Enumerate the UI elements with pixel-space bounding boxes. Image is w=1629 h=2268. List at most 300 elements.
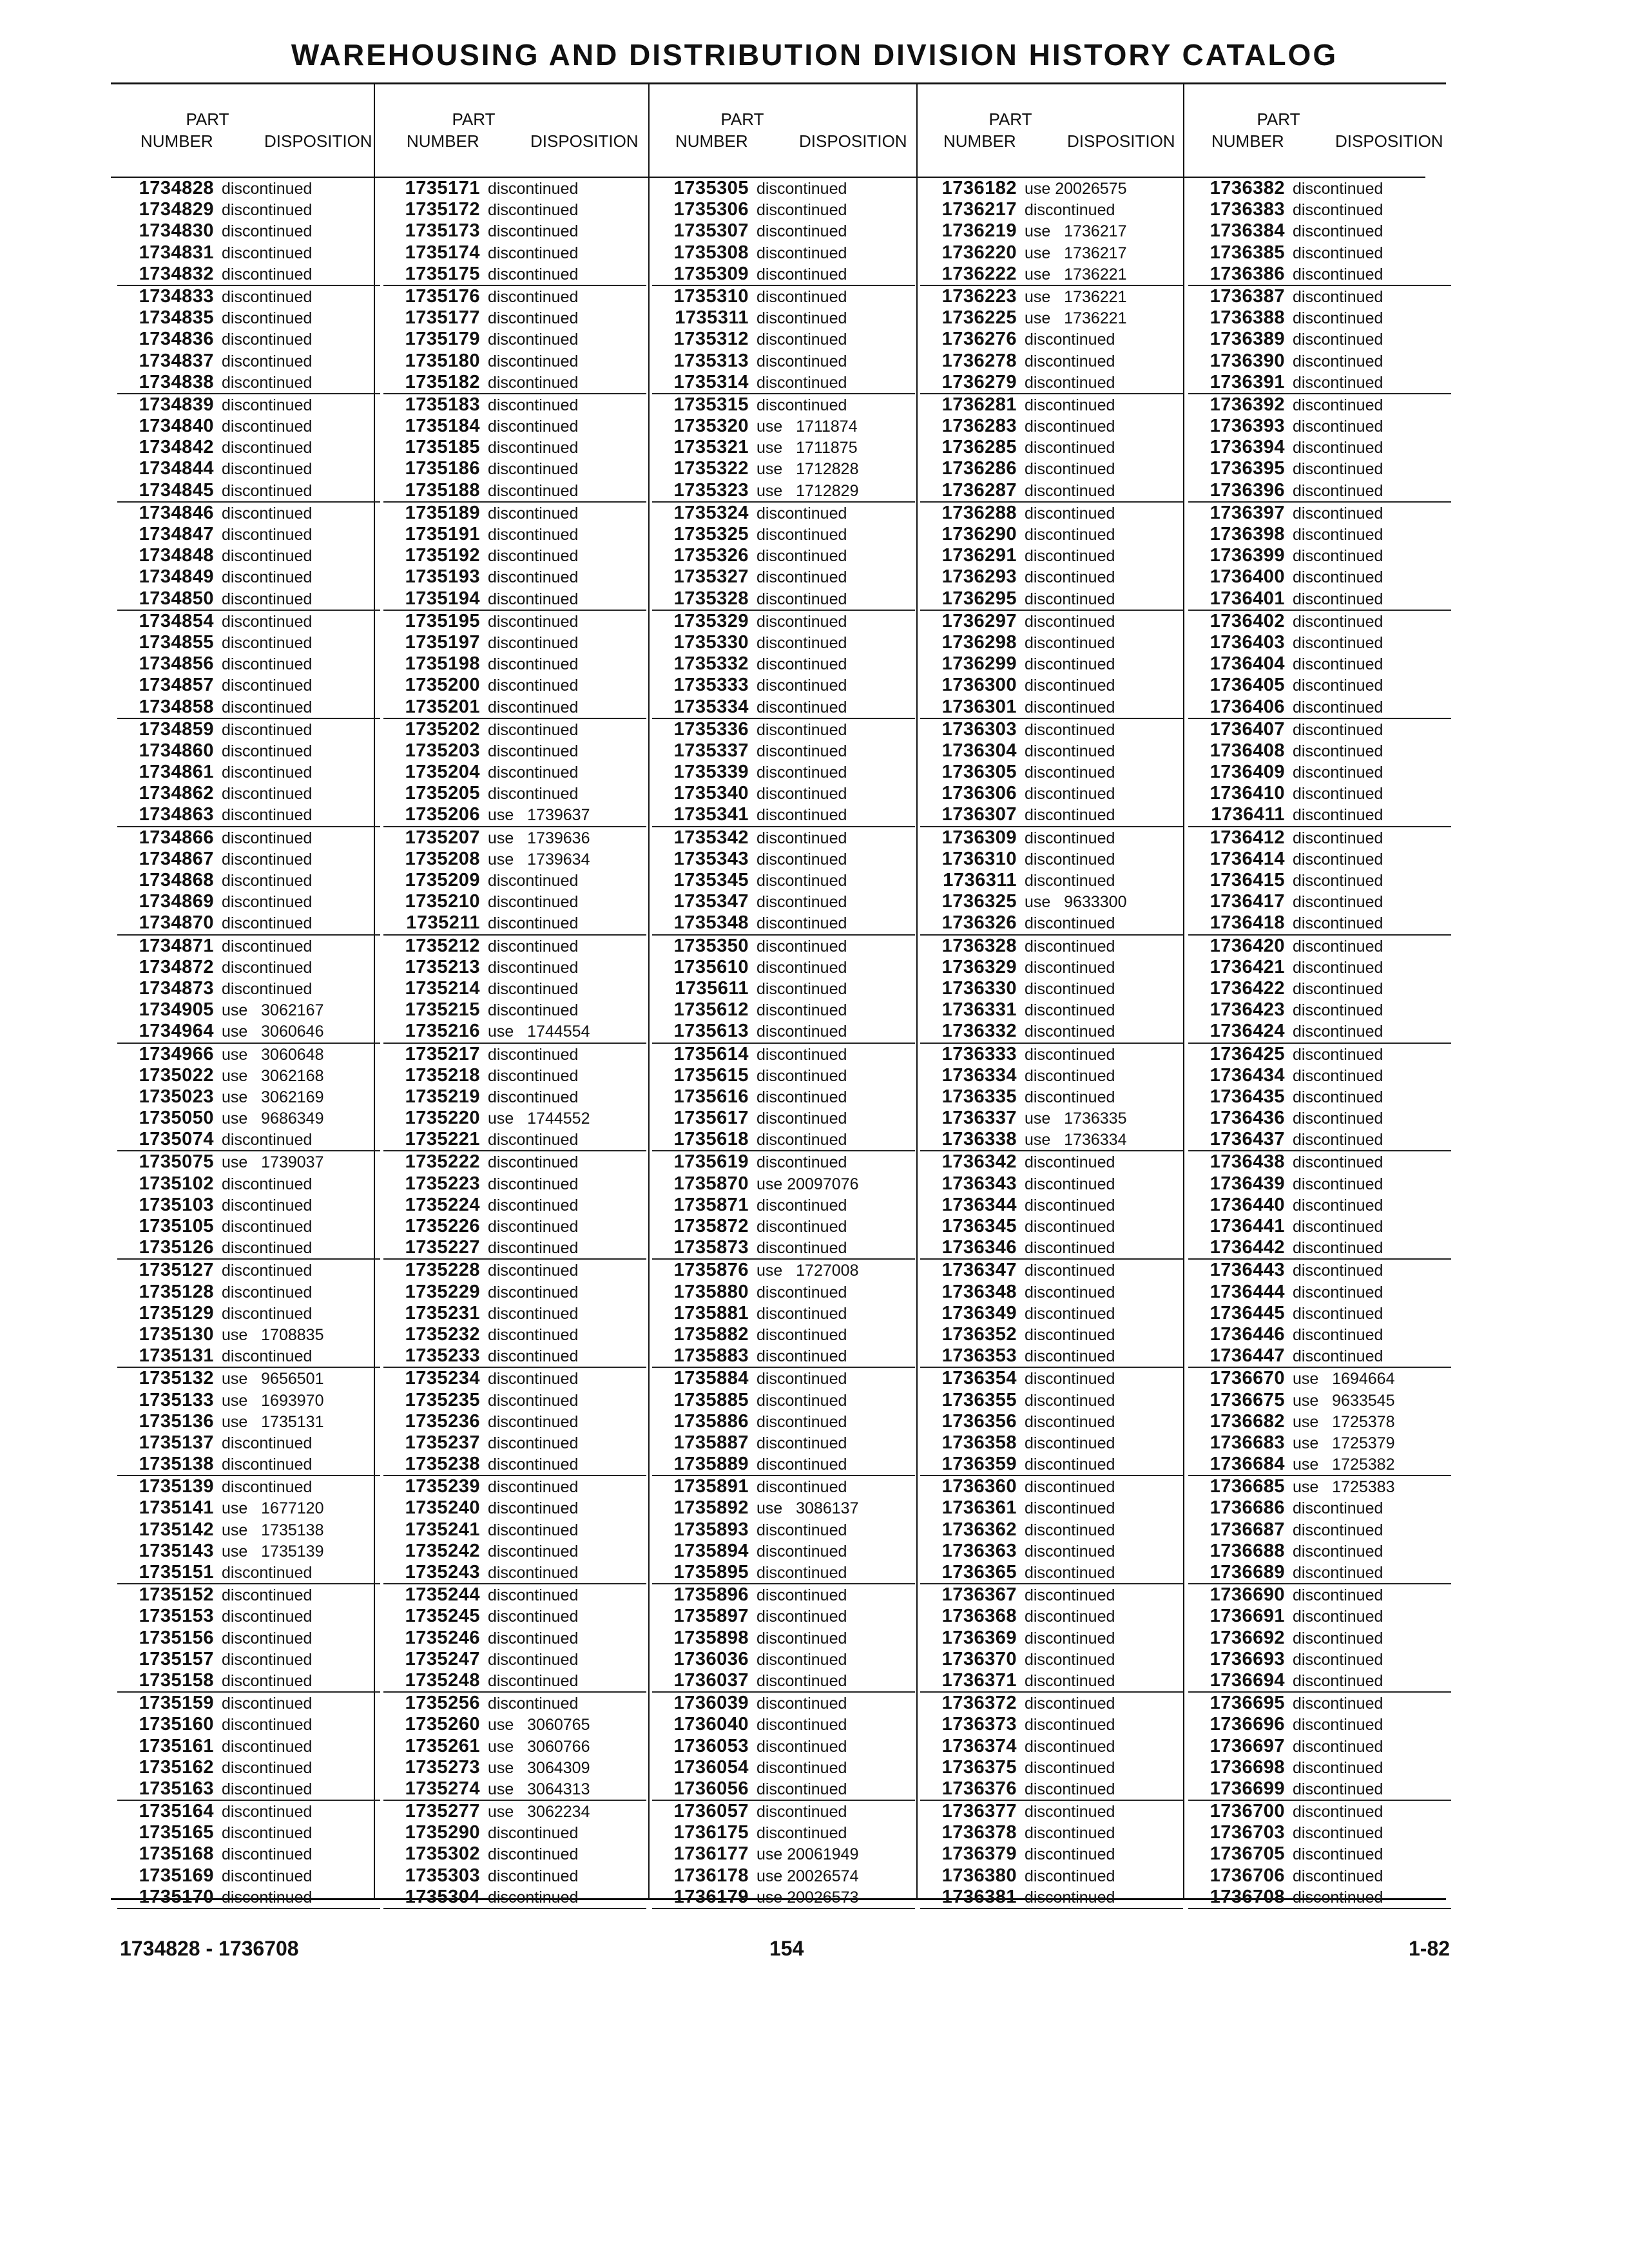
disposition: discontinued bbox=[1025, 1370, 1115, 1389]
part-number: 1735237 bbox=[405, 1432, 480, 1453]
disposition: discontinued bbox=[757, 958, 847, 977]
catalog-row bbox=[652, 783, 915, 804]
part-number: 1736053 bbox=[673, 1735, 749, 1756]
part-number: 1736037 bbox=[673, 1669, 749, 1691]
part-number: 1735143 bbox=[139, 1540, 214, 1561]
disposition: use 9633300 bbox=[1025, 893, 1127, 912]
disposition: discontinued bbox=[757, 698, 847, 716]
disposition: use 1727008 bbox=[757, 1262, 859, 1280]
part-number: 1735205 bbox=[405, 783, 480, 804]
catalog-row bbox=[920, 199, 1183, 220]
catalog-row bbox=[652, 1411, 915, 1432]
catalog-row bbox=[1188, 1173, 1451, 1195]
part-number: 1735618 bbox=[673, 1129, 749, 1150]
part-number: 1735174 bbox=[405, 242, 480, 263]
part-number: 1735228 bbox=[405, 1260, 480, 1281]
part-number: 1734873 bbox=[139, 977, 214, 999]
header-disposition: DISPOSITION bbox=[530, 131, 639, 151]
disposition: discontinued bbox=[222, 1824, 313, 1843]
disposition: discontinued bbox=[1293, 1023, 1383, 1041]
catalog-row bbox=[652, 1065, 915, 1086]
part-number: 1736337 bbox=[941, 1108, 1017, 1129]
disposition: discontinued bbox=[1293, 1347, 1383, 1366]
catalog-row bbox=[1188, 1195, 1451, 1216]
part-number: 1735170 bbox=[139, 1886, 214, 1907]
part-number: 1735616 bbox=[673, 1086, 749, 1107]
disposition: discontinued bbox=[488, 785, 579, 803]
catalog-row bbox=[383, 1195, 646, 1216]
disposition: discontinued bbox=[757, 568, 847, 587]
catalog-row bbox=[652, 1390, 915, 1411]
catalog-row bbox=[920, 1390, 1183, 1411]
part-number: 1736354 bbox=[941, 1368, 1017, 1389]
part-number: 1735247 bbox=[405, 1648, 480, 1669]
catalog-row bbox=[117, 1865, 380, 1887]
part-number: 1736385 bbox=[1210, 242, 1285, 263]
catalog-row bbox=[1188, 804, 1451, 825]
disposition: discontinued bbox=[488, 1542, 579, 1561]
disposition: discontinued bbox=[1025, 1867, 1115, 1885]
part-number: 1735881 bbox=[673, 1302, 749, 1323]
catalog-row bbox=[383, 1606, 646, 1627]
part-number: 1736286 bbox=[941, 458, 1017, 479]
disposition: use 1708835 bbox=[222, 1325, 324, 1344]
entry-group bbox=[383, 1693, 646, 1801]
entry-group bbox=[383, 827, 646, 936]
part-number: 1734862 bbox=[139, 783, 214, 804]
catalog-row bbox=[383, 1021, 646, 1042]
part-number: 1735151 bbox=[139, 1562, 214, 1582]
catalog-row bbox=[117, 804, 380, 825]
disposition: discontinued bbox=[757, 612, 847, 631]
catalog-row bbox=[383, 1454, 646, 1475]
part-number: 1736422 bbox=[1210, 977, 1285, 999]
part-number: 1736295 bbox=[941, 588, 1017, 609]
catalog-row bbox=[920, 220, 1183, 242]
part-number: 1735611 bbox=[675, 977, 749, 999]
catalog-row bbox=[117, 1541, 380, 1562]
part-number: 1734850 bbox=[139, 588, 214, 609]
part-number: 1735336 bbox=[673, 718, 749, 740]
footer-page-number: 154 bbox=[769, 1937, 804, 1960]
catalog-row bbox=[1188, 437, 1451, 458]
disposition: use 20061949 bbox=[757, 1845, 859, 1864]
catalog-row bbox=[920, 394, 1183, 416]
catalog-row bbox=[383, 1324, 646, 1345]
part-number: 1736693 bbox=[1210, 1648, 1285, 1669]
part-number: 1735176 bbox=[405, 285, 480, 307]
disposition: discontinued bbox=[1293, 1780, 1383, 1798]
catalog-row bbox=[383, 1757, 646, 1778]
catalog-row bbox=[920, 1736, 1183, 1757]
part-number: 1736417 bbox=[1210, 891, 1285, 912]
disposition: discontinued bbox=[1025, 633, 1115, 652]
part-number: 1736373 bbox=[941, 1714, 1017, 1735]
catalog-row bbox=[1188, 307, 1451, 329]
disposition: discontinued bbox=[1025, 1803, 1115, 1821]
disposition: discontinued bbox=[488, 309, 579, 328]
entry-group bbox=[1188, 1693, 1451, 1801]
disposition: discontinued bbox=[1293, 1325, 1383, 1344]
part-number: 1735102 bbox=[139, 1173, 214, 1194]
part-number: 1735226 bbox=[405, 1216, 480, 1236]
disposition: discontinued bbox=[757, 1196, 847, 1215]
disposition: discontinued bbox=[488, 1586, 579, 1605]
entry-group bbox=[1188, 1151, 1451, 1260]
part-number: 1736288 bbox=[941, 502, 1017, 523]
part-number: 1736394 bbox=[1210, 437, 1285, 458]
disposition: discontinued bbox=[1293, 612, 1383, 631]
part-number: 1736398 bbox=[1210, 524, 1285, 544]
disposition: discontinued bbox=[1025, 1262, 1115, 1280]
part-number: 1735884 bbox=[673, 1368, 749, 1389]
part-number: 1736363 bbox=[941, 1540, 1017, 1561]
catalog-row bbox=[117, 588, 380, 610]
catalog-row bbox=[920, 1801, 1183, 1822]
catalog-row bbox=[920, 1303, 1183, 1324]
catalog-row bbox=[1188, 524, 1451, 545]
catalog-row bbox=[117, 1216, 380, 1237]
part-number: 1735330 bbox=[673, 631, 749, 653]
part-number: 1736054 bbox=[673, 1756, 749, 1778]
catalog-row bbox=[117, 1584, 380, 1606]
disposition: discontinued bbox=[757, 1391, 847, 1410]
disposition: discontinued bbox=[488, 1218, 579, 1236]
disposition: discontinued bbox=[757, 1716, 847, 1735]
part-number: 1735161 bbox=[139, 1735, 214, 1756]
part-number: 1734835 bbox=[139, 307, 214, 329]
part-number: 1736311 bbox=[943, 870, 1017, 890]
part-number: 1736706 bbox=[1210, 1865, 1285, 1886]
part-number: 1736401 bbox=[1210, 588, 1285, 609]
part-number: 1735340 bbox=[673, 783, 749, 804]
part-number: 1735231 bbox=[405, 1302, 480, 1323]
header-part: PART bbox=[1257, 110, 1300, 129]
part-number: 1736700 bbox=[1210, 1801, 1285, 1822]
disposition: discontinued bbox=[1293, 287, 1383, 306]
catalog-row bbox=[1188, 1757, 1451, 1778]
disposition: use 20026575 bbox=[1025, 180, 1127, 198]
disposition: discontinued bbox=[1025, 677, 1115, 695]
part-number: 1736686 bbox=[1210, 1497, 1285, 1519]
part-number: 1735872 bbox=[673, 1216, 749, 1236]
part-number: 1734845 bbox=[139, 479, 214, 501]
entry-group bbox=[1188, 1260, 1451, 1368]
catalog-row bbox=[1188, 220, 1451, 242]
header-disposition: DISPOSITION bbox=[799, 131, 907, 151]
catalog-row bbox=[1188, 1324, 1451, 1345]
part-number: 1736405 bbox=[1210, 675, 1285, 696]
catalog-row bbox=[1188, 566, 1451, 588]
catalog-row bbox=[383, 458, 646, 479]
disposition: use 3064309 bbox=[488, 1758, 590, 1777]
part-number: 1735221 bbox=[405, 1129, 480, 1150]
catalog-row bbox=[1188, 912, 1451, 934]
part-number: 1735183 bbox=[405, 394, 480, 415]
disposition: discontinued bbox=[488, 1867, 579, 1885]
entry-group bbox=[920, 1260, 1183, 1368]
part-number: 1736691 bbox=[1210, 1606, 1285, 1627]
disposition: discontinued bbox=[222, 504, 313, 523]
catalog-row bbox=[652, 1454, 915, 1475]
part-number: 1735892 bbox=[673, 1497, 749, 1519]
disposition: discontinued bbox=[222, 1262, 313, 1280]
catalog-row bbox=[117, 957, 380, 978]
catalog-row bbox=[652, 1801, 915, 1822]
disposition: discontinued bbox=[1293, 1153, 1383, 1172]
part-number: 1736442 bbox=[1210, 1237, 1285, 1258]
disposition: discontinued bbox=[1025, 1586, 1115, 1605]
disposition: use 3062234 bbox=[488, 1803, 590, 1821]
disposition: discontinued bbox=[488, 937, 579, 956]
part-number: 1735615 bbox=[673, 1064, 749, 1086]
part-number: 1736698 bbox=[1210, 1756, 1285, 1778]
disposition: use 1711874 bbox=[757, 418, 858, 436]
disposition: discontinued bbox=[222, 1175, 313, 1193]
entry-group bbox=[117, 1693, 380, 1801]
catalog-row bbox=[652, 588, 915, 610]
catalog-row bbox=[652, 1432, 915, 1454]
catalog-column bbox=[1188, 108, 1451, 1907]
catalog-row bbox=[383, 1693, 646, 1714]
disposition: discontinued bbox=[488, 1262, 579, 1280]
disposition: discontinued bbox=[1025, 1737, 1115, 1756]
entry-group bbox=[383, 1260, 646, 1368]
catalog-row bbox=[652, 870, 915, 891]
disposition: discontinued bbox=[757, 1737, 847, 1756]
part-number: 1735274 bbox=[405, 1778, 480, 1799]
part-number: 1735883 bbox=[673, 1345, 749, 1367]
part-number: 1736310 bbox=[941, 848, 1017, 869]
disposition: discontinued bbox=[757, 1370, 847, 1389]
part-number: 1736290 bbox=[941, 524, 1017, 544]
catalog-row bbox=[1188, 1778, 1451, 1800]
catalog-row bbox=[117, 1173, 380, 1195]
catalog-row bbox=[1188, 329, 1451, 350]
entry-group bbox=[920, 936, 1183, 1044]
part-number: 1736300 bbox=[941, 675, 1017, 696]
disposition: discontinued bbox=[757, 1325, 847, 1344]
part-number: 1736293 bbox=[941, 566, 1017, 588]
part-number: 1735233 bbox=[405, 1345, 480, 1367]
part-number: 1736393 bbox=[1210, 416, 1285, 437]
disposition: use 20026573 bbox=[757, 1888, 859, 1907]
catalog-row bbox=[652, 524, 915, 545]
part-number: 1735882 bbox=[673, 1323, 749, 1345]
disposition: discontinued bbox=[757, 1304, 847, 1323]
catalog-row bbox=[652, 1216, 915, 1237]
part-number: 1736395 bbox=[1210, 458, 1285, 479]
part-number: 1735895 bbox=[673, 1562, 749, 1582]
catalog-row bbox=[920, 611, 1183, 632]
catalog-row bbox=[1188, 1670, 1451, 1691]
part-number: 1736379 bbox=[941, 1843, 1017, 1865]
catalog-row bbox=[117, 1195, 380, 1216]
part-number: 1734854 bbox=[139, 610, 214, 631]
entry-group bbox=[117, 503, 380, 611]
entry-group bbox=[1188, 827, 1451, 936]
part-number: 1735894 bbox=[673, 1540, 749, 1561]
catalog-row bbox=[383, 264, 646, 285]
part-number: 1735141 bbox=[139, 1497, 214, 1519]
catalog-row bbox=[1188, 936, 1451, 957]
part-number: 1734905 bbox=[139, 999, 214, 1021]
part-number: 1736420 bbox=[1210, 935, 1285, 956]
title-rule bbox=[111, 82, 1446, 84]
disposition: discontinued bbox=[488, 1671, 579, 1690]
disposition: discontinued bbox=[1293, 1695, 1383, 1713]
catalog-row bbox=[920, 870, 1183, 891]
catalog-row bbox=[652, 1519, 915, 1541]
catalog-row bbox=[383, 783, 646, 804]
disposition: discontinued bbox=[757, 872, 847, 890]
part-number: 1736410 bbox=[1210, 783, 1285, 804]
part-number: 1736445 bbox=[1210, 1302, 1285, 1323]
column-header bbox=[652, 108, 915, 179]
part-number: 1734859 bbox=[139, 718, 214, 740]
disposition: discontinued bbox=[1293, 1650, 1383, 1669]
disposition: discontinued bbox=[1293, 1045, 1383, 1064]
part-number: 1734861 bbox=[139, 762, 214, 783]
catalog-row bbox=[920, 1778, 1183, 1800]
catalog-row bbox=[920, 1345, 1183, 1367]
catalog-row bbox=[117, 1345, 380, 1367]
entry-group bbox=[1188, 936, 1451, 1044]
disposition: discontinued bbox=[1025, 1824, 1115, 1843]
part-number: 1735238 bbox=[405, 1454, 480, 1475]
part-number: 1736438 bbox=[1210, 1151, 1285, 1173]
catalog-row bbox=[1188, 1843, 1451, 1865]
disposition: discontinued bbox=[1025, 785, 1115, 803]
disposition: discontinued bbox=[757, 893, 847, 912]
catalog-row bbox=[117, 1822, 380, 1843]
part-number: 1734869 bbox=[139, 891, 214, 912]
disposition: discontinued bbox=[757, 1521, 847, 1539]
catalog-row bbox=[652, 1368, 915, 1389]
catalog-row bbox=[117, 1670, 380, 1691]
part-number: 1736703 bbox=[1210, 1822, 1285, 1843]
disposition: discontinued bbox=[757, 547, 847, 566]
catalog-row bbox=[920, 1714, 1183, 1735]
entry-group bbox=[383, 394, 646, 503]
catalog-row bbox=[920, 480, 1183, 501]
part-number: 1735873 bbox=[673, 1237, 749, 1258]
entry-group bbox=[652, 1693, 915, 1801]
disposition: discontinued bbox=[1293, 1737, 1383, 1756]
part-number: 1734830 bbox=[139, 220, 214, 242]
part-number: 1736178 bbox=[673, 1865, 749, 1886]
catalog-row bbox=[383, 762, 646, 783]
catalog-row bbox=[652, 1843, 915, 1865]
catalog-row bbox=[117, 1757, 380, 1778]
catalog-row bbox=[117, 1454, 380, 1475]
part-number: 1736382 bbox=[1210, 178, 1285, 198]
part-number: 1735159 bbox=[139, 1693, 214, 1714]
part-number: 1735886 bbox=[673, 1410, 749, 1432]
catalog-row bbox=[920, 524, 1183, 545]
header-number: NUMBER bbox=[943, 131, 1016, 151]
part-number: 1736330 bbox=[941, 977, 1017, 999]
disposition: discontinued bbox=[757, 1066, 847, 1085]
catalog-row bbox=[652, 1021, 915, 1042]
part-number: 1735220 bbox=[405, 1108, 480, 1129]
catalog-row bbox=[920, 1519, 1183, 1541]
part-number: 1735195 bbox=[405, 610, 480, 631]
part-number: 1736690 bbox=[1210, 1584, 1285, 1606]
part-number: 1735240 bbox=[405, 1497, 480, 1519]
entry-group bbox=[652, 1368, 915, 1476]
disposition: discontinued bbox=[222, 1629, 313, 1648]
part-number: 1734868 bbox=[139, 870, 214, 890]
part-number: 1735142 bbox=[139, 1519, 214, 1540]
part-number: 1736441 bbox=[1210, 1216, 1285, 1236]
disposition: discontinued bbox=[757, 914, 847, 933]
disposition: discontinued bbox=[1293, 1629, 1383, 1648]
catalog-row bbox=[920, 1432, 1183, 1454]
catalog-row bbox=[1188, 762, 1451, 783]
catalog-row bbox=[117, 1411, 380, 1432]
part-number: 1735350 bbox=[673, 935, 749, 956]
part-number: 1736386 bbox=[1210, 263, 1285, 284]
disposition: discontinued bbox=[1025, 1542, 1115, 1561]
disposition: discontinued bbox=[488, 526, 579, 544]
part-number: 1736402 bbox=[1210, 610, 1285, 631]
disposition: discontinued bbox=[222, 893, 313, 912]
catalog-row bbox=[652, 1887, 915, 1908]
part-number: 1735164 bbox=[139, 1801, 214, 1822]
catalog-row bbox=[652, 827, 915, 849]
entry-group bbox=[383, 1801, 646, 1909]
part-number: 1734866 bbox=[139, 827, 214, 848]
disposition: discontinued bbox=[222, 568, 313, 587]
entry-group bbox=[920, 1693, 1183, 1801]
part-number: 1735216 bbox=[405, 1021, 480, 1042]
entry-group bbox=[652, 1801, 915, 1909]
disposition: discontinued bbox=[1025, 1845, 1115, 1864]
catalog-row bbox=[1188, 719, 1451, 740]
catalog-row bbox=[1188, 1345, 1451, 1367]
catalog-row bbox=[1188, 1822, 1451, 1843]
disposition: discontinued bbox=[488, 201, 579, 220]
disposition: discontinued bbox=[757, 1001, 847, 1020]
entry-group bbox=[652, 1584, 915, 1693]
part-number: 1736356 bbox=[941, 1410, 1017, 1432]
catalog-row bbox=[383, 1736, 646, 1757]
catalog-row bbox=[920, 740, 1183, 762]
disposition: discontinued bbox=[1293, 244, 1383, 262]
part-number: 1736371 bbox=[941, 1669, 1017, 1691]
entry-group bbox=[117, 1368, 380, 1476]
catalog-row bbox=[920, 1497, 1183, 1519]
part-number: 1736696 bbox=[1210, 1714, 1285, 1735]
part-number: 1735198 bbox=[405, 653, 480, 675]
entry-group bbox=[920, 1584, 1183, 1693]
catalog-row bbox=[1188, 1411, 1451, 1432]
part-number: 1736179 bbox=[673, 1886, 749, 1907]
part-number: 1735171 bbox=[405, 178, 480, 198]
disposition: discontinued bbox=[1293, 1131, 1383, 1149]
part-number: 1735302 bbox=[405, 1843, 480, 1865]
part-number: 1734832 bbox=[139, 263, 214, 284]
part-number: 1735189 bbox=[405, 502, 480, 523]
disposition: discontinued bbox=[222, 352, 313, 370]
part-number: 1736423 bbox=[1210, 999, 1285, 1021]
disposition: discontinued bbox=[488, 979, 579, 998]
entry-group bbox=[920, 611, 1183, 719]
part-number: 1735617 bbox=[673, 1108, 749, 1129]
disposition: discontinued bbox=[222, 1478, 313, 1497]
disposition: discontinued bbox=[757, 352, 847, 370]
